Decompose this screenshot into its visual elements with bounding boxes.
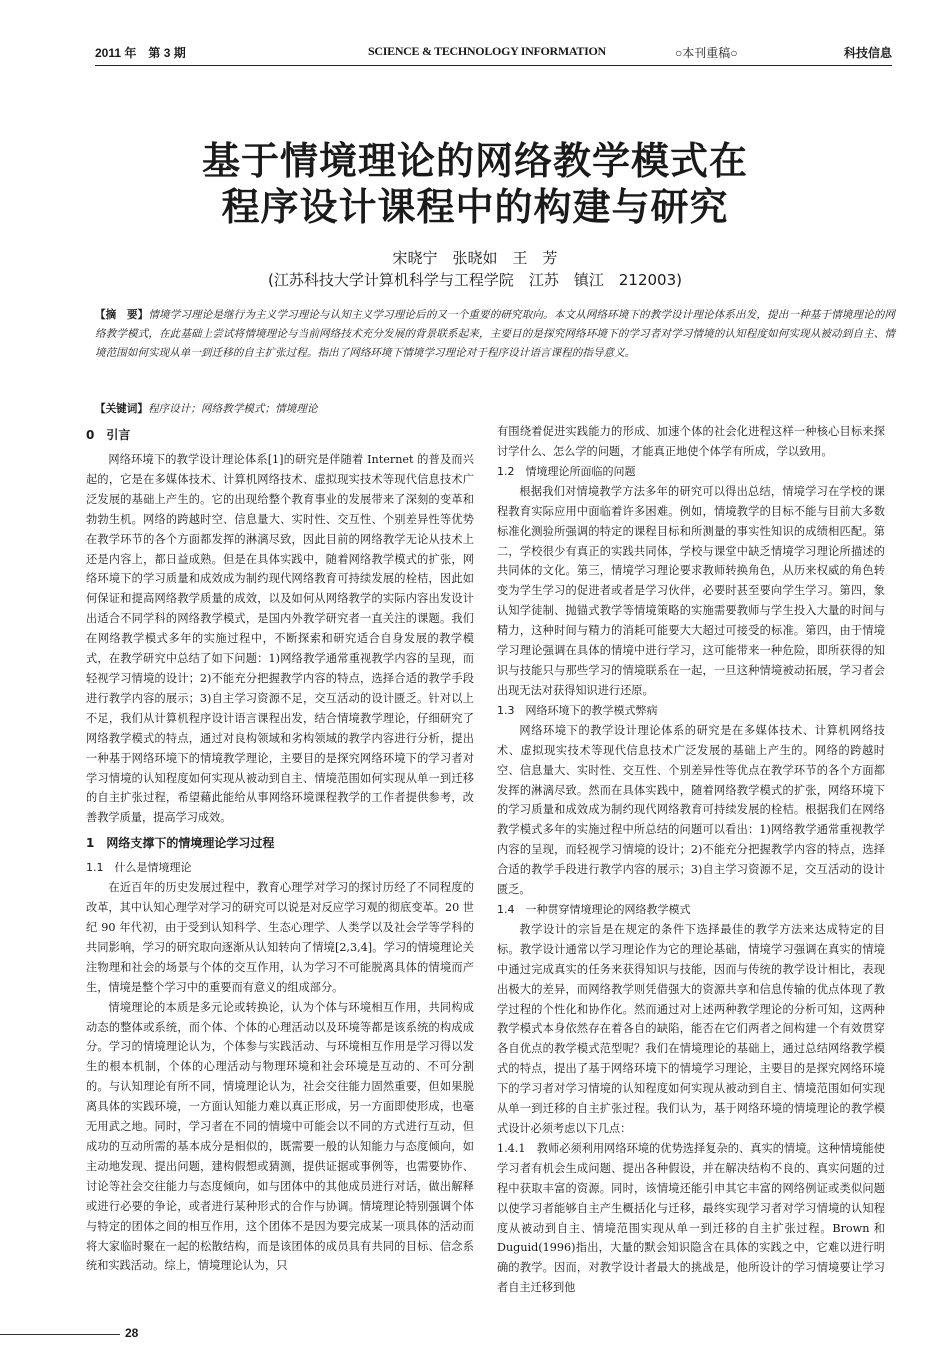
subsection-heading-1-3: 1.3 网络环境下的教学模式弊病 bbox=[497, 703, 658, 717]
keywords-label: 【关键词】 bbox=[95, 403, 148, 415]
keywords-text: 程序设计；网络教学模式；情境理论 bbox=[147, 403, 318, 415]
affiliation: (江苏科技大学计算机科学与工程学院 江苏 镇江 212003) bbox=[268, 271, 682, 289]
authors: 宋晓宁 张晓如 王 芳 bbox=[392, 249, 558, 267]
abstract-label: 【摘 要】 bbox=[95, 309, 149, 321]
subsection-heading-1-1: 1.1 什么是情境理论 bbox=[86, 861, 192, 875]
paragraph: 教学设计的宗旨是在规定的条件下选择最佳的教学方法来达成特定的目标。教学设计通常以学习理论作为它的理论基础，情境学习强调在真实的情境中通过完成真实的任务来获得知识与技能，因而与传统的教学设计相比，表现出极大的差异，而网络教学则凭借强大的资源共享和信息传输的优点体现了教学过程的个性化和协作化。然而通过对上述两种教学理论的分析可知，这两种教学模式本身依然存在着各自的缺陷，能否在它们两者之间构建一个有效贯穿各自优点的教学模式范型呢？我们在情境理论的基础上，通过总结网络教学模式的特点，提出了基于网络环境下的情境学习理论，主要目的是探究网络环境下的学习者对学习情境的认知程度如何实现从被动到自主、情境范围如何实现从单一到迁移的自主扩张过程。我们认为，基于网络环境的情境理论的教学模式设计必须考虑以下几点： bbox=[497, 922, 885, 1135]
right-column bbox=[497, 422, 885, 1298]
paragraph: 1.4.1 教师必须利用网络环境的优势选择复杂的、真实的情境。这种情境能使学习者有机会生成问题、提出各种假设，并在解决结构不良的、真实问题的过程中获取丰富的资源。同时，该情境还能引申其它丰富的网络例证或类似问题以使学习者能够自主产生概括化与迁移，最终实现学习者对学习情境的认知程度从被动到自主、情境范围实现从单一到迁移的自主扩张过程。Brown 和 Duguid(1996)指出，大量的默会知识隐含在具体的实践之中，它难以进行明确的教学。因而，对教学设计者最大的挑战是，他所设计的学习情境要让学习者自主迁移到他 bbox=[497, 1141, 885, 1295]
keywords bbox=[95, 400, 895, 419]
section-heading-intro: 0 引言 bbox=[86, 428, 131, 442]
issue-label: 2011 年 第 3 期 bbox=[95, 46, 186, 60]
paragraph: 有围绕着促进实践能力的形成、加速个体的社会化进程这样一种核心目标来探讨学什么、怎么学的问题，才能真正地使个体学有所成，学以致用。 bbox=[497, 425, 885, 458]
column-label: ○本刊重稿○ bbox=[675, 46, 738, 60]
paragraph: 根据我们对情境教学方法多年的研究可以得出总结，情境学习在学校的课程教育实际应用中面临着许多困难。例如，情境教学的目标不能与目前大多数标准化测验所强调的特定的课程目标和所测量的事实性知识的成绩相匹配。第二，学校很少有真正的实践共同体，学校与课堂中缺乏情境学习理论所描述的共同体的文化。第三，情境学习理论要求教师转换角色，从历来权威的角色转变为学生学习的促进者或者是学习伙伴，必要时甚至要向学生学习。第四，象认知学徒制、抛锚式教学等情境策略的实施需要教师与学生投入大量的时间与精力，这种时间与精力的消耗可能要大大超过可接受的标准。第四，由于情境学习理论强调在具体的情境中进行学习，这可能带来一种危险，即所获得的知识与技能只与那些学习的情境联系在一起，一旦这种情境被动拓展，学习者会出现无法对获得知识进行还原。 bbox=[497, 484, 885, 697]
abstract bbox=[95, 306, 895, 363]
section-heading-1: 1 网络支撑下的情境理论学习过程 bbox=[86, 836, 275, 851]
footer-rule bbox=[0, 1334, 120, 1335]
article-title bbox=[100, 138, 850, 230]
paragraph: 网络环境下的教学设计理论体系[1]的研究是伴随着 Internet 的普及而兴起的，它是在多媒体技术、计算机网络技术、虚拟现实技术等现代信息技术广泛发展的基础上产生的。它的出现给整个教育事业的发展带来了深刻的变革和勃勃生机。网络的跨越时空、信息量大、实时性、交互性、个别差异性等优势在教学环节的各个方面都发挥的淋漓尽致，因此目前的网络教学无论从技术上还是内容上，都日益成熟。但是在具体实践中，随着网络教学模式的扩张，网络环境下的学习质量和成效成为制约现代网络教育可持续发展的栓桔，因此如何保证和提高网络教学质量的成效，以及如何从网络教学的实际内容出发设计出适合不同学科的网络教学模式，是国内外教学研究者一直关注的课题。我们在网络教学模式多年的实施过程中，不断探索和研究适合自身发展的教学模式，在教学研究中总结了如下问题：1)网络教学通常重视教学内容的呈现，而轻视学习情境的设计；2)不能充分把握教学内容的特点，选择合适的教学手段进行教学内容的展示；3)自主学习资源不足，交互活动的设计匮乏。针对以上不足，我们从计算机程序设计语言课程出发，结合情境教学理论，仔细研究了网络教学模式的特点，通过对良构领域和劣构领域的教学内容进行分析，提出一种基于网络环境下的情境教学理论，主要目的是探究网络环境下的学习者对学习情境的认知程度如何实现从被动到自主、情境范围如何实现从单一到迁移的自主扩张过程，希望藉此能给从事网络环境课程教学的工作者提供参考，改善教学质量，提高学习成效。 bbox=[86, 453, 474, 825]
paragraph: 情境理论的本质是多元论或转换论，认为个体与环境相互作用，共同构成动态的整体或系统，而个体、个体的心理活动以及环境等都是该系统的构成成分。学习的情境理论认为，个体参与实践活动、与环境相互作用是学习得以发生的根本机制，个体的心理活动与物理环境和社会环境是互动的、不可分割的。与认知理论有所不同，情境理论认为，社会交往能力固然重要，但如果脱离具体的实践环境，一方面认知能力难以真正形成，另一方面即使形成，也毫无用武之地。同时，学习者在不同的情境中可能会以不同的方式进行互动，但成功的互动所需的基本成分是相似的，既需要一般的认知能力与态度倾向，如主动地发现、提出问题，建构假想或猜测，提供证据或事例等，也需要协作、讨论等社会交往能力与态度倾向，如与团体中的其他成员进行对话，做出解释或进行必要的争论，或者进行某种形式的合作与协调。情境理论特别强调个体与特定的团体之间的相互作用，这个团体不是因为要完成某一项具体的活动而将大家临时聚在一起的松散结构，而是该团体的成员具有共同的目标、信念系统和实践活动。综上，情境理论认为，只 bbox=[86, 1000, 474, 1273]
subsection-heading-1-4: 1.4 一种贯穿情境理论的网络教学模式 bbox=[497, 902, 691, 916]
title-line-1: 基于情境理论的网络教学模式在 bbox=[201, 139, 748, 183]
abstract-text: 情境学习理论是继行为主义学习理论与认知主义学习理论后的又一个重要的研究取向。本文从网络环境下的教学设计理论体系出发，提出一种基于情境理论的网络教学模式，在此基础上尝试将情境理论与当前网络技术充分发展的背景联系起来，主要目的是探究网络环境下的学习者对学习情境的认知程度如何实现从被动到自主、情境范围如何实现从单一到迁移的自主扩张过程。指出了网络环境下情境学习理论对于程序设计语言课程的指导意义。 bbox=[95, 309, 895, 359]
subsection-heading-1-2: 1.2 情境理论所面临的问题 bbox=[497, 464, 636, 478]
journal-brand: 科技信息 bbox=[843, 46, 892, 60]
paragraph: 网络环境下的教学设计理论体系的研究是在多媒体技术、计算机网络技术、虚拟现实技术等现代信息技术广泛发展的基础上产生的。网络的跨越时空、信息量大、实时性、交互性、个别差异性等优点在教学环节的各个方面都发挥的淋漓尽致。然而在具体实践中，随着网络教学模式的扩张，网络环境下的学习质量和成效成为制约现代网络教育可持续发展的栓桔。根据我们在网络教学模式多年的实施过程中所总结的问题可以看出：1)网络教学通常重视教学内容的呈现，而轻视学习情境的设计；2)不能充分把握教学内容的特点，选择合适的教学手段进行教学内容的展示；3)自主学习资源不足，交互活动的设计匮乏。 bbox=[497, 723, 885, 897]
title-line-2: 程序设计课程中的构建与研究 bbox=[221, 185, 729, 229]
page-number: 28 bbox=[125, 1326, 139, 1340]
left-column bbox=[86, 420, 474, 1276]
paragraph: 在近百年的历史发展过程中，教育心理学对学习的探讨历经了不同程度的改革，其中认知心理学对学习的研究可以说是对反应学习观的彻底变革。20 世纪 90 年代初，由于受到认知科学、生态心理学、人类学以及社会学等学科的共同影响，学习的研究取向逐渐从认知转向了情境[2,3,4]。学习的情境理论关注物理和社会的场景与个体的交互作用，认为学习不可能脱离具体的情境而产生，情境是整个学习中的重要而有意义的组成部分。 bbox=[86, 881, 474, 994]
journal-name: SCIENCE & TECHNOLOGY INFORMATION bbox=[368, 44, 606, 58]
running-header bbox=[95, 40, 892, 66]
